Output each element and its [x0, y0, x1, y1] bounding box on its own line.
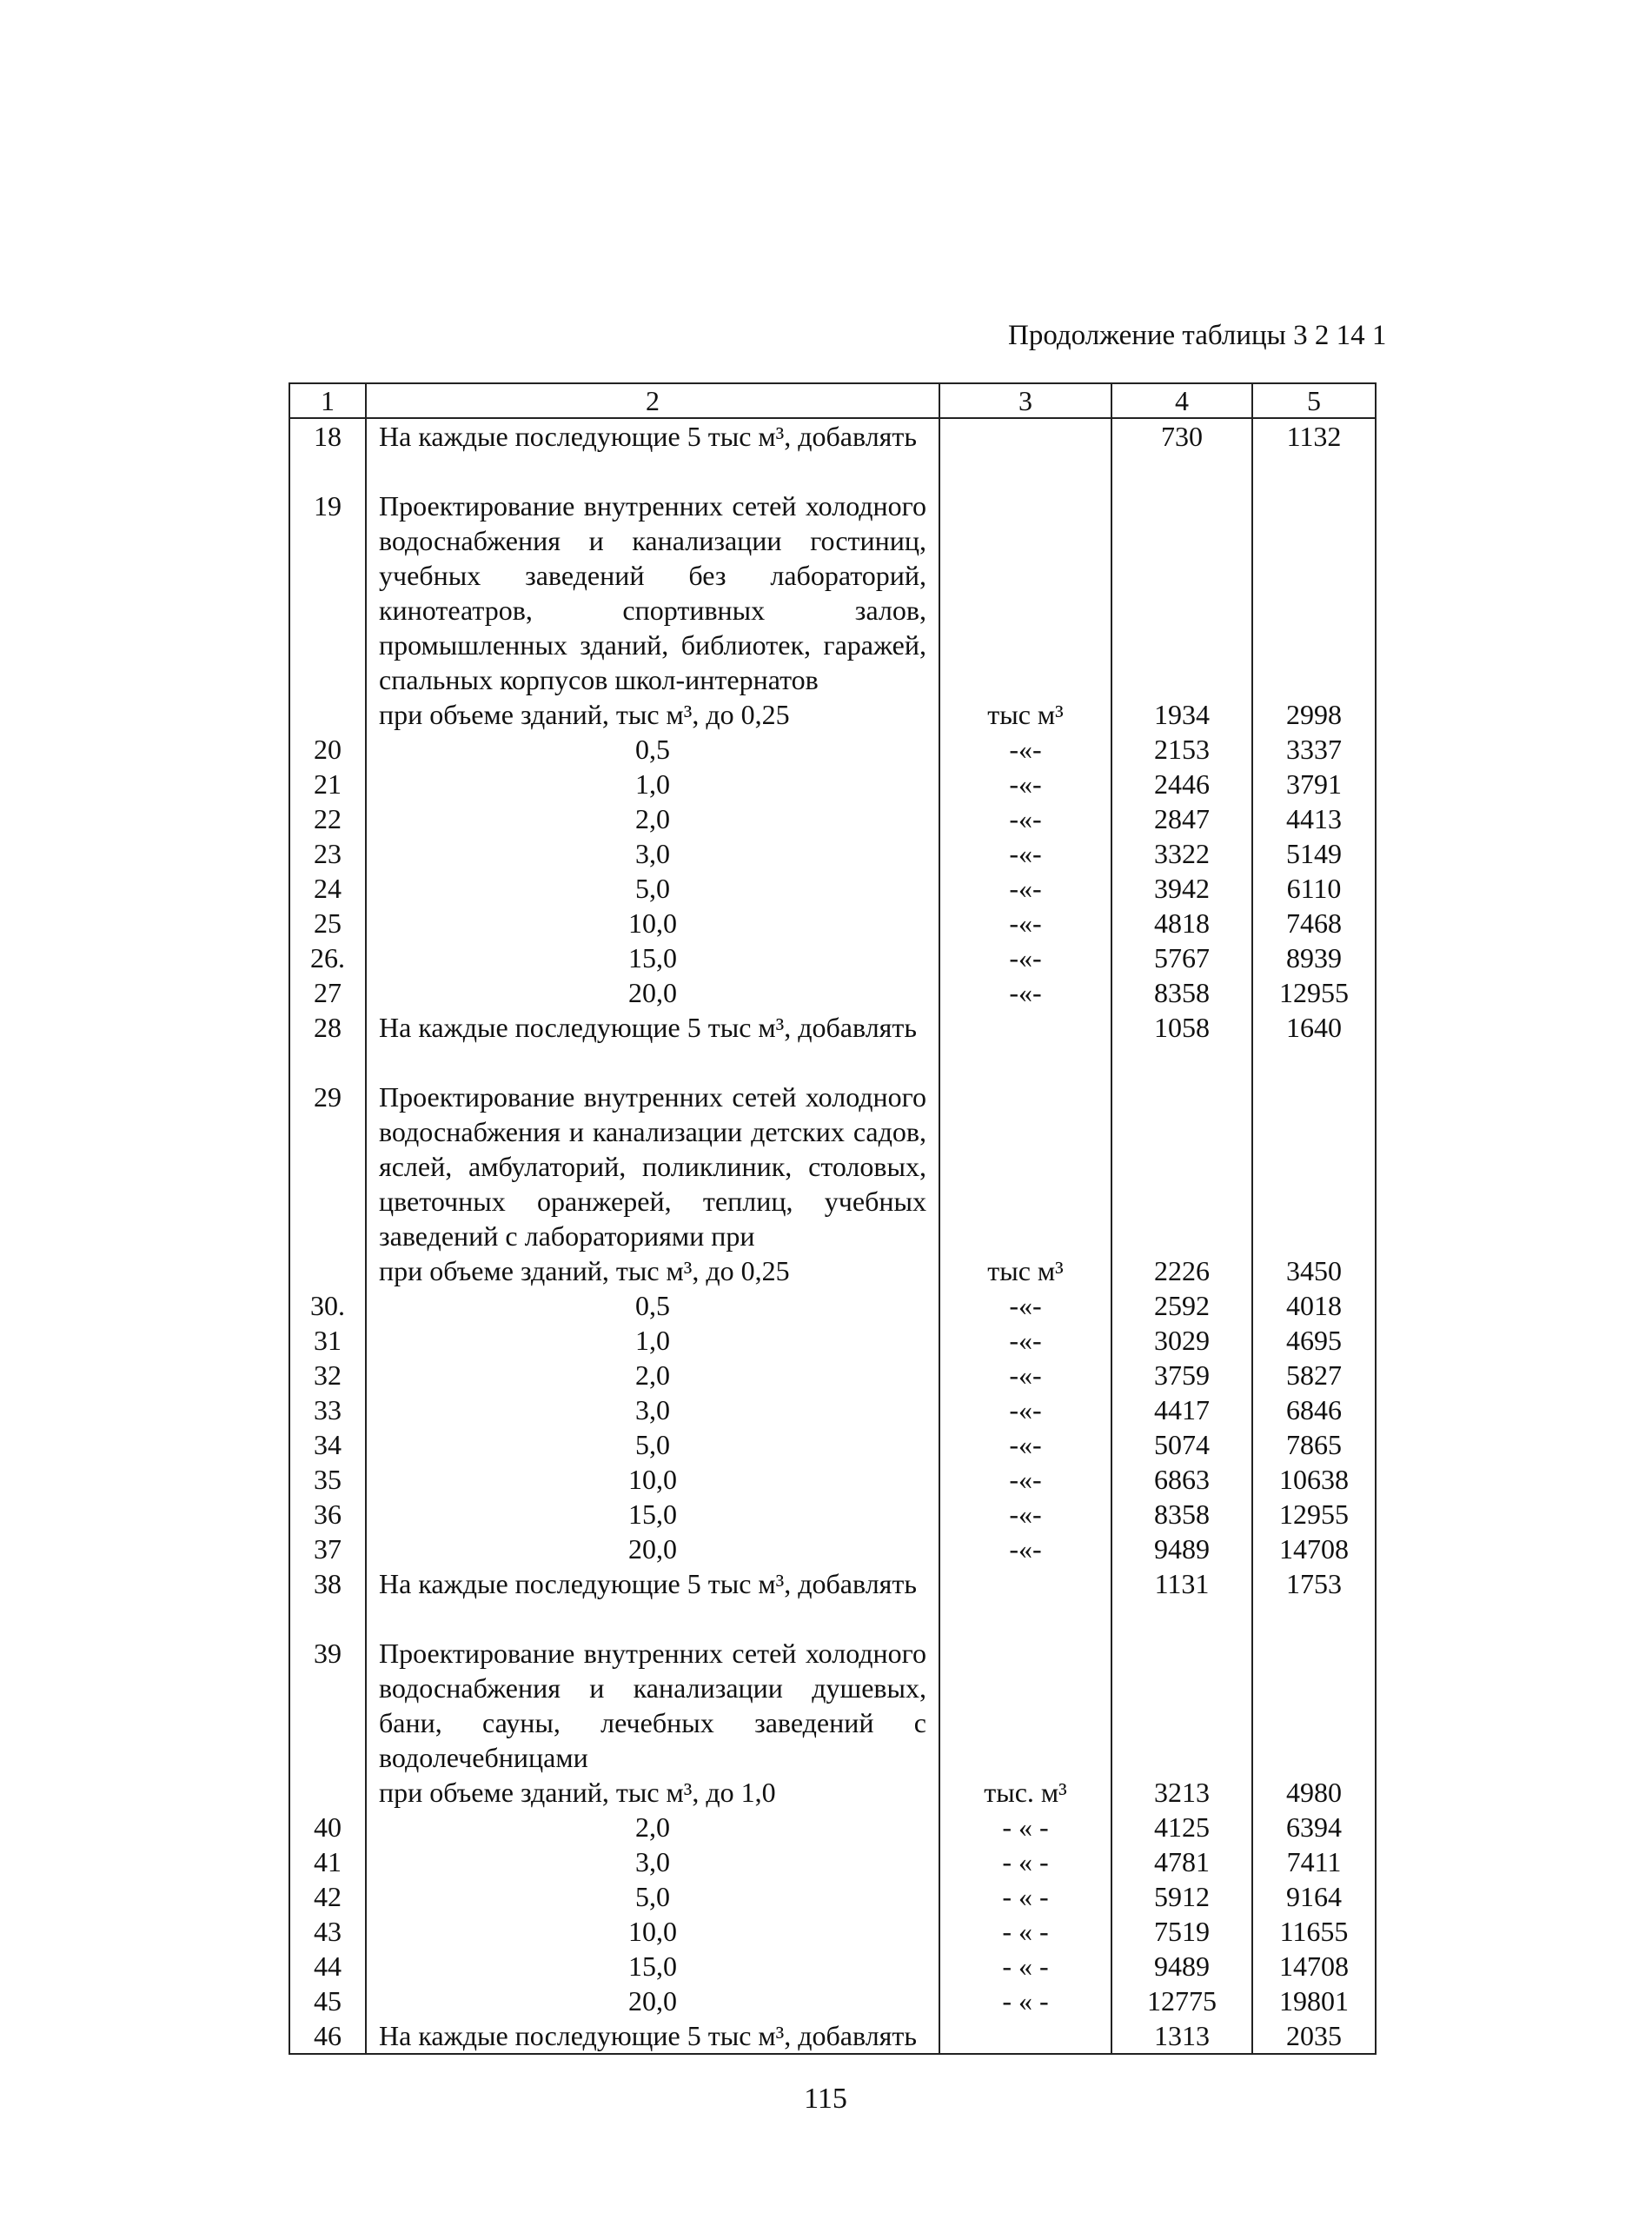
- row-number: [289, 1775, 366, 1810]
- row-value-col4: 1934: [1111, 697, 1252, 732]
- row-value-col4: 6863: [1111, 1462, 1252, 1497]
- spacer-cell: [1111, 1601, 1252, 1636]
- row-unit: -«-: [939, 975, 1111, 1010]
- row-value-col4: [1111, 1636, 1252, 1775]
- spacer-cell: [939, 454, 1111, 488]
- row-item: 3,0: [366, 1844, 939, 1879]
- row-unit: -«-: [939, 767, 1111, 801]
- table-row: [289, 1010, 1376, 1045]
- header-col-1: 1: [289, 383, 366, 418]
- row-unit: [939, 1566, 1111, 1601]
- row-unit: -«-: [939, 1323, 1111, 1358]
- row-item: 10,0: [366, 1462, 939, 1497]
- table-row: [289, 2018, 1376, 2054]
- header-col-2: 2: [366, 383, 939, 418]
- row-unit: -«-: [939, 1427, 1111, 1462]
- row-value-col4: 4417: [1111, 1392, 1252, 1427]
- spacer-cell: [1111, 1045, 1252, 1080]
- row-unit: [939, 2018, 1111, 2054]
- spacer-cell: [1252, 454, 1376, 488]
- row-value-col4: 9489: [1111, 1949, 1252, 1983]
- row-value-col5: 14708: [1252, 1949, 1376, 1983]
- spacer-cell: [1111, 454, 1252, 488]
- table-row: [289, 1497, 1376, 1532]
- spacer-cell: [1252, 1045, 1376, 1080]
- spacer-cell: [366, 1601, 939, 1636]
- row-value-col5: 7865: [1252, 1427, 1376, 1462]
- row-number: 18: [289, 418, 366, 454]
- row-value-col4: 7519: [1111, 1914, 1252, 1949]
- row-number: 35: [289, 1462, 366, 1497]
- row-value-col5: 6394: [1252, 1810, 1376, 1844]
- table-row: [289, 1427, 1376, 1462]
- row-value-col5: [1252, 1636, 1376, 1775]
- row-number: 37: [289, 1532, 366, 1566]
- spacer-cell: [939, 1601, 1111, 1636]
- spacer-cell: [366, 454, 939, 488]
- table-row: [289, 1983, 1376, 2018]
- row-item: 2,0: [366, 1358, 939, 1392]
- row-item: 10,0: [366, 1914, 939, 1949]
- row-unit: - « -: [939, 1810, 1111, 1844]
- row-value-col4: 3213: [1111, 1775, 1252, 1810]
- row-value-col4: 2446: [1111, 767, 1252, 801]
- row-value-col5: 1640: [1252, 1010, 1376, 1045]
- table-row: [289, 1566, 1376, 1601]
- row-unit: [939, 1636, 1111, 1775]
- row-number: 19: [289, 488, 366, 697]
- row-unit: -«-: [939, 836, 1111, 871]
- row-unit: -«-: [939, 1392, 1111, 1427]
- row-item: 3,0: [366, 836, 939, 871]
- row-value-col4: 3322: [1111, 836, 1252, 871]
- row-value-col5: 12955: [1252, 975, 1376, 1010]
- row-value-col5: 4018: [1252, 1288, 1376, 1323]
- row-number: 26.: [289, 940, 366, 975]
- row-value-col4: 4781: [1111, 1844, 1252, 1879]
- table-row: [289, 1949, 1376, 1983]
- row-value-col4: 5074: [1111, 1427, 1252, 1462]
- row-number: 43: [289, 1914, 366, 1949]
- row-item: 20,0: [366, 1532, 939, 1566]
- table-row: [289, 1253, 1376, 1288]
- row-value-col4: [1111, 488, 1252, 697]
- table-row: [289, 975, 1376, 1010]
- row-number: 28: [289, 1010, 366, 1045]
- row-unit: [939, 488, 1111, 697]
- row-value-col5: [1252, 488, 1376, 697]
- row-item: 1,0: [366, 1323, 939, 1358]
- row-number: 36: [289, 1497, 366, 1532]
- row-value-col4: 2592: [1111, 1288, 1252, 1323]
- table-row: [289, 906, 1376, 940]
- row-value-col5: 3337: [1252, 732, 1376, 767]
- row-unit: - « -: [939, 1983, 1111, 2018]
- row-unit: -«-: [939, 871, 1111, 906]
- row-number: 32: [289, 1358, 366, 1392]
- row-unit: -«-: [939, 1358, 1111, 1392]
- row-value-col5: 4980: [1252, 1775, 1376, 1810]
- row-item: 3,0: [366, 1392, 939, 1427]
- row-value-col4: 4818: [1111, 906, 1252, 940]
- row-value-col5: 3450: [1252, 1253, 1376, 1288]
- row-value-col5: 14708: [1252, 1532, 1376, 1566]
- row-value-col5: 19801: [1252, 1983, 1376, 2018]
- row-unit: -«-: [939, 1462, 1111, 1497]
- row-unit: -«-: [939, 1288, 1111, 1323]
- page-number: 115: [804, 2083, 847, 2115]
- row-value-col4: 12775: [1111, 1983, 1252, 2018]
- row-value-col4: 9489: [1111, 1532, 1252, 1566]
- spacer-cell: [939, 1045, 1111, 1080]
- table-row: [289, 801, 1376, 836]
- row-number: 33: [289, 1392, 366, 1427]
- row-value-col4: 2153: [1111, 732, 1252, 767]
- row-value-col5: 10638: [1252, 1462, 1376, 1497]
- header-col-5: 5: [1252, 383, 1376, 418]
- table-row: [289, 732, 1376, 767]
- row-unit: -«-: [939, 801, 1111, 836]
- header-col-3: 3: [939, 383, 1111, 418]
- row-value-col4: 730: [1111, 418, 1252, 454]
- row-value-col5: 4413: [1252, 801, 1376, 836]
- table-row: [289, 1323, 1376, 1358]
- row-number: 44: [289, 1949, 366, 1983]
- row-value-col5: 7411: [1252, 1844, 1376, 1879]
- row-item: На каждые последующие 5 тыс м³, добавлять: [366, 1010, 939, 1045]
- row-value-col4: 8358: [1111, 1497, 1252, 1532]
- description-row: [289, 488, 1376, 697]
- row-value-col4: 3029: [1111, 1323, 1252, 1358]
- spacer-row: [289, 454, 1376, 488]
- row-item: 5,0: [366, 1879, 939, 1914]
- row-value-col4: 4125: [1111, 1810, 1252, 1844]
- row-unit: - « -: [939, 1844, 1111, 1879]
- row-value-col5: 4695: [1252, 1323, 1376, 1358]
- row-item: На каждые последующие 5 тыс м³, добавлять: [366, 2018, 939, 2054]
- row-number: 38: [289, 1566, 366, 1601]
- row-number: 29: [289, 1080, 366, 1253]
- row-number: [289, 1253, 366, 1288]
- row-description: Проектирование внутренних сетей холодного водоснабжения и канализации детских садов, яслей, амбулаторий, поликлиник, столовых, цветочных оранжерей, теплиц, учебных заведений с лабораториями при: [366, 1080, 939, 1253]
- table-row: [289, 871, 1376, 906]
- table-row: [289, 1844, 1376, 1879]
- row-number: 21: [289, 767, 366, 801]
- row-value-col4: 2847: [1111, 801, 1252, 836]
- spacer-cell: [366, 1045, 939, 1080]
- row-number: 24: [289, 871, 366, 906]
- row-number: 23: [289, 836, 366, 871]
- row-number: 45: [289, 1983, 366, 2018]
- row-value-col5: [1252, 1080, 1376, 1253]
- row-unit: -«-: [939, 1497, 1111, 1532]
- table-row: [289, 940, 1376, 975]
- row-value-col5: 2035: [1252, 2018, 1376, 2054]
- row-value-col4: 3942: [1111, 871, 1252, 906]
- row-item: 15,0: [366, 1497, 939, 1532]
- row-item: На каждые последующие 5 тыс м³, добавлять: [366, 418, 939, 454]
- row-value-col5: 9164: [1252, 1879, 1376, 1914]
- row-item: 0,5: [366, 1288, 939, 1323]
- row-value-col5: 5149: [1252, 836, 1376, 871]
- spacer-row: [289, 1601, 1376, 1636]
- row-value-col4: 3759: [1111, 1358, 1252, 1392]
- table-row: [289, 1288, 1376, 1323]
- row-unit: -«-: [939, 940, 1111, 975]
- row-number: 30.: [289, 1288, 366, 1323]
- row-number: 25: [289, 906, 366, 940]
- row-item: 15,0: [366, 940, 939, 975]
- row-unit: тыс. м³: [939, 1775, 1111, 1810]
- row-item: На каждые последующие 5 тыс м³, добавлять: [366, 1566, 939, 1601]
- spacer-cell: [1252, 1601, 1376, 1636]
- row-item: 15,0: [366, 1949, 939, 1983]
- row-value-col5: 5827: [1252, 1358, 1376, 1392]
- row-value-col5: 11655: [1252, 1914, 1376, 1949]
- row-unit: [939, 1080, 1111, 1253]
- row-unit: - « -: [939, 1949, 1111, 1983]
- row-unit: - « -: [939, 1879, 1111, 1914]
- row-number: [289, 697, 366, 732]
- table-row: [289, 1810, 1376, 1844]
- row-number: 31: [289, 1323, 366, 1358]
- row-value-col5: 3791: [1252, 767, 1376, 801]
- row-value-col5: 1753: [1252, 1566, 1376, 1601]
- row-number: 41: [289, 1844, 366, 1879]
- row-number: 42: [289, 1879, 366, 1914]
- row-value-col5: 12955: [1252, 1497, 1376, 1532]
- table-row: [289, 1775, 1376, 1810]
- table-row: [289, 836, 1376, 871]
- spacer-cell: [289, 1045, 366, 1080]
- row-value-col4: 5912: [1111, 1879, 1252, 1914]
- row-unit: -«-: [939, 732, 1111, 767]
- row-value-col4: 1058: [1111, 1010, 1252, 1045]
- row-value-col5: 8939: [1252, 940, 1376, 975]
- table-row: [289, 1914, 1376, 1949]
- table-body: [289, 418, 1376, 2054]
- row-item: 20,0: [366, 1983, 939, 2018]
- row-number: 46: [289, 2018, 366, 2054]
- table-row: [289, 1392, 1376, 1427]
- row-unit: [939, 418, 1111, 454]
- row-unit: -«-: [939, 906, 1111, 940]
- row-item: 5,0: [366, 871, 939, 906]
- row-value-col5: 7468: [1252, 906, 1376, 940]
- spacer-cell: [289, 1601, 366, 1636]
- table-row: [289, 1358, 1376, 1392]
- row-item: 0,5: [366, 732, 939, 767]
- row-number: 34: [289, 1427, 366, 1462]
- row-item: при объеме зданий, тыс м³, до 0,25: [366, 697, 939, 732]
- row-item: 2,0: [366, 801, 939, 836]
- price-table: [289, 382, 1377, 2055]
- row-number: 27: [289, 975, 366, 1010]
- row-item: при объеме зданий, тыс м³, до 0,25: [366, 1253, 939, 1288]
- table-row: [289, 1462, 1376, 1497]
- row-value-col4: [1111, 1080, 1252, 1253]
- row-item: 1,0: [366, 767, 939, 801]
- row-number: 20: [289, 732, 366, 767]
- row-value-col5: 2998: [1252, 697, 1376, 732]
- spacer-cell: [289, 454, 366, 488]
- row-item: 5,0: [366, 1427, 939, 1462]
- table-row: [289, 1879, 1376, 1914]
- row-value-col4: 5767: [1111, 940, 1252, 975]
- row-item: 2,0: [366, 1810, 939, 1844]
- row-item: при объеме зданий, тыс м³, до 1,0: [366, 1775, 939, 1810]
- table-caption: Продолжение таблицы 3 2 14 1: [1008, 320, 1387, 351]
- row-value-col4: 8358: [1111, 975, 1252, 1010]
- row-item: 20,0: [366, 975, 939, 1010]
- table-row: [289, 418, 1376, 454]
- table-header-row: [289, 383, 1376, 418]
- row-value-col5: 6846: [1252, 1392, 1376, 1427]
- row-unit: тыс м³: [939, 697, 1111, 732]
- row-unit: [939, 1010, 1111, 1045]
- row-unit: - « -: [939, 1914, 1111, 1949]
- row-value-col4: 1131: [1111, 1566, 1252, 1601]
- row-unit: тыс м³: [939, 1253, 1111, 1288]
- table-row: [289, 767, 1376, 801]
- row-item: 10,0: [366, 906, 939, 940]
- row-value-col4: 1313: [1111, 2018, 1252, 2054]
- row-unit: -«-: [939, 1532, 1111, 1566]
- row-description: Проектирование внутренних сетей холодного водоснабжения и канализации душевых, бани, сауны, лечебных заведений с водолечебницами: [366, 1636, 939, 1775]
- row-value-col4: 2226: [1111, 1253, 1252, 1288]
- table-row: [289, 1532, 1376, 1566]
- row-number: 39: [289, 1636, 366, 1775]
- spacer-row: [289, 1045, 1376, 1080]
- table-row: [289, 697, 1376, 732]
- row-number: 22: [289, 801, 366, 836]
- description-row: [289, 1080, 1376, 1253]
- row-value-col5: 1132: [1252, 418, 1376, 454]
- row-description: Проектирование внутренних сетей холодного водоснабжения и канализации гостиниц, учебных заведений без лабораторий, кинотеатров, спортивных залов, промышленных зданий, библиотек, гаражей, спальных корпусов школ-интернатов: [366, 488, 939, 697]
- row-number: 40: [289, 1810, 366, 1844]
- description-row: [289, 1636, 1376, 1775]
- header-col-4: 4: [1111, 383, 1252, 418]
- row-value-col5: 6110: [1252, 871, 1376, 906]
